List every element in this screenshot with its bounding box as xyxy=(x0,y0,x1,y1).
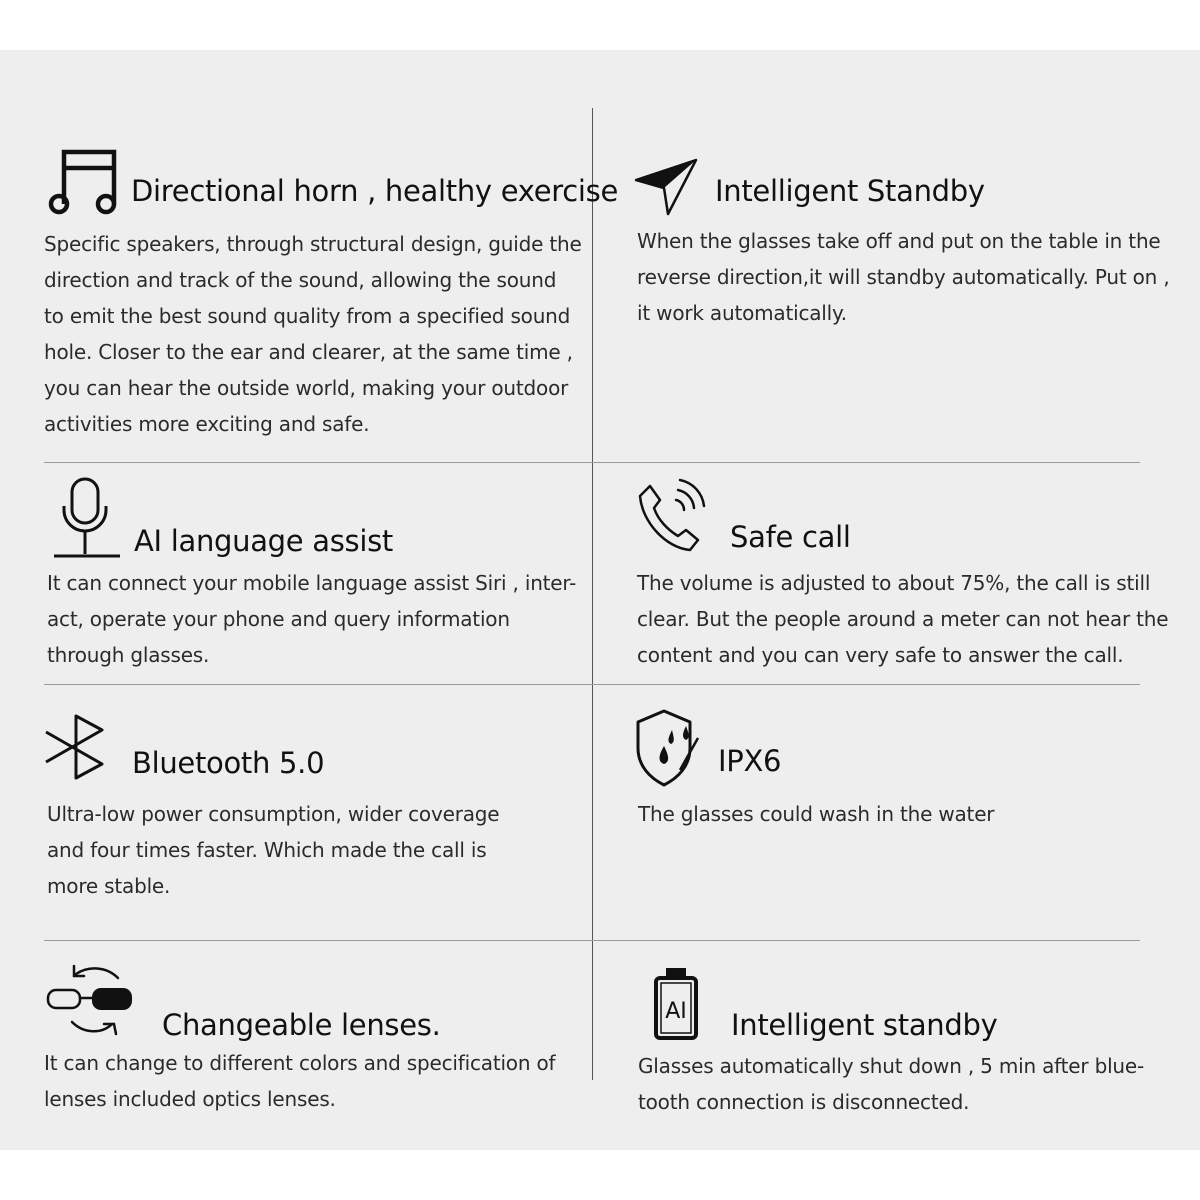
feature-description: It can connect your mobile language assist Siri , inter- act, operate your phone and query information through glasses. xyxy=(47,571,577,667)
feature-title: Intelligent standby xyxy=(731,1008,998,1042)
feature-title: Directional horn , healthy exercise xyxy=(131,174,618,208)
row-divider-3 xyxy=(44,940,1140,941)
paper-plane-icon xyxy=(634,156,700,220)
feature-title: Bluetooth 5.0 xyxy=(132,746,325,780)
ai-badge-text: AI xyxy=(665,999,687,1024)
swap-glasses-icon xyxy=(44,962,136,1042)
feature-description: The volume is adjusted to about 75%, the call is still clear. But the people around a meter can not hear the content and you can very safe to answer the call. xyxy=(637,571,1169,667)
row-divider-2 xyxy=(44,684,1140,685)
microphone-icon xyxy=(52,476,124,560)
feature-description: The glasses could wash in the water xyxy=(638,802,995,826)
feature-description: When the glasses take off and put on the table in the reverse direction,it will standby automatically. Put on , it work automatically. xyxy=(637,229,1170,325)
feature-description: Specific speakers, through structural design, guide the direction and track of the sound, allowing the sound to emit the best sound quality from a specified sound hole. Closer to the ear and clearer, at the same time , you can hear the outside world, making your outdoor activities more exciting and safe. xyxy=(44,232,582,436)
feature-title: IPX6 xyxy=(718,744,782,778)
water-shield-icon xyxy=(634,708,704,788)
feature-description: Ultra-low power consumption, wider coverage and four times faster. Which made the call is more stable. xyxy=(47,802,500,898)
bluetooth-icon xyxy=(44,714,110,780)
feature-description: Glasses automatically shut down , 5 min after blue- tooth connection is disconnected. xyxy=(638,1054,1145,1114)
feature-title: Intelligent Standby xyxy=(715,174,985,208)
feature-title: Changeable lenses. xyxy=(162,1008,441,1042)
feature-description: It can change to different colors and specification of lenses included optics lenses. xyxy=(44,1051,556,1111)
column-divider xyxy=(592,108,593,1080)
feature-title: Safe call xyxy=(730,520,851,554)
music-note-icon xyxy=(44,148,120,216)
phone-call-icon xyxy=(636,478,708,554)
ai-battery-icon xyxy=(650,966,702,1042)
feature-title: AI language assist xyxy=(134,524,393,558)
row-divider-1 xyxy=(44,462,1140,463)
